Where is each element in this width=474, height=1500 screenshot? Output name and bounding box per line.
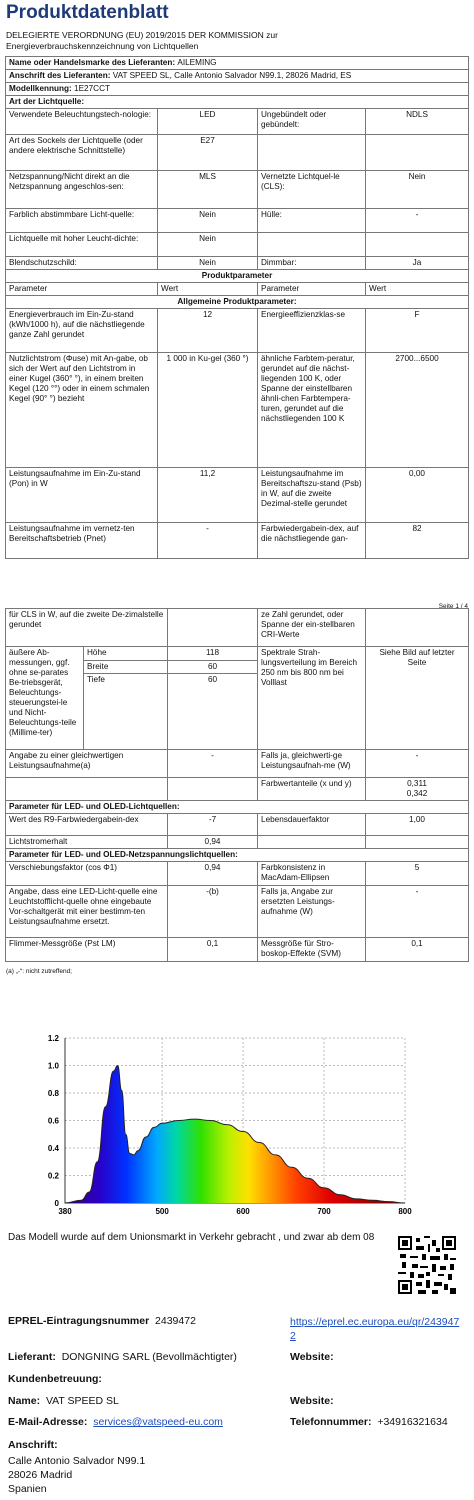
table-row: für CLS in W, auf die zweite De-zimalstelle gerundet ze Zahl gerundet, oder Spanne der ein-stellbaren CRI-Werte [6, 609, 469, 647]
x-tick-label: 800 [398, 1207, 412, 1216]
table-row: Farbwertanteile (x und y) 0,311 0,342 [6, 778, 469, 801]
page-number: Seite 1 / 4 [438, 603, 468, 610]
address-line-2: 28026 Madrid [8, 1469, 73, 1481]
sheet-title: Produktdatenblatt [6, 2, 169, 23]
y-tick-label: 0.6 [47, 1116, 59, 1126]
trademark-row: Name oder Handelsmarke des Lieferanten: AILEMING [6, 57, 469, 70]
address-label: Anschrift: [8, 1439, 58, 1451]
spectrum-chart [0, 1028, 474, 1218]
regulation-line-2: Energieverbrauchskennzeichnung von Lichtquellen [6, 41, 199, 51]
y-tick-label: 0.8 [47, 1089, 59, 1098]
regulation-text [6, 30, 426, 52]
supplier-row: Lieferant: DONGNING SARL (Bevollmächtigter) [8, 1351, 237, 1363]
product-params-heading: Produktparameter [6, 270, 469, 283]
table-row: Leistungsaufnahme im Ein-Zu-stand (Pon) in W 11,2 Leistungsaufnahme im Bereitschaftszu-stand (Psb) in W, auf die zweite Dezimal-stelle gerundet 0,00 [6, 468, 469, 523]
qr-code-icon[interactable] [398, 1236, 456, 1294]
y-tick-label: 1.2 [47, 1034, 59, 1043]
footnote: (a) „-“: nicht zutreffend; [6, 968, 72, 975]
website-label-2: Website: [290, 1395, 334, 1407]
dimensions-row: Breite 60 [6, 660, 469, 674]
mains-params-heading: Parameter für LED- und OLED-Netzspannungslichtquellen: [6, 849, 469, 862]
phone-row: Telefonnummer: +34916321634 [290, 1416, 448, 1428]
address-line-3: Spanien [8, 1483, 47, 1495]
x-tick-label: 500 [155, 1207, 169, 1216]
table-row: Angabe, dass eine LED-Licht-quelle eine Leuchtstofflicht-quelle ohne eingebaute Vor-schaltgerät mit einer bestimm-ten Leistungsaufnahme ersetzt. -(b) Falls ja, Angabe zur ersetzten Leistungs-aufnahme (W) - [6, 886, 469, 938]
x-tick-label: 380 [58, 1207, 72, 1216]
table-row: Blendschutzschild: Nein Dimmbar: Ja [6, 257, 469, 270]
table-row: Energieverbrauch im Ein-Zu-stand (kWh/1000 h), auf die nächstliegende ganze Zahl gerundet 12 Energieeffizienzklas-se F [6, 309, 469, 353]
general-params-heading: Allgemeine Produktparameter: [6, 296, 469, 309]
address-row: Anschrift des Lieferanten: VAT SPEED SL, Calle Antonio Salvador N99.1, 28026 Madrid, ES [6, 70, 469, 83]
y-tick-label: 0 [54, 1199, 59, 1208]
email-link[interactable]: services@vatspeed-eu.com [93, 1416, 223, 1428]
customer-service-label: Kundenbetreuung: [8, 1373, 102, 1385]
y-tick-label: 1.0 [47, 1061, 59, 1071]
dimensions-row: äußere Ab-messungen, ggf. ohne se-parates Be-triebsgerät, Beleuchtungs-steuerungstei-le und Nicht-Beleuchtungs-teile (Millime-ter) Höhe 118 Spektrale Strah-lungsverteilung im Bereich 250 nm bis 800 nm bei Volllast Siehe Bild auf letzter Seite [6, 647, 469, 661]
x-tick-label: 600 [236, 1207, 250, 1216]
table-row: Wert des R9-Farbwiedergabein-dex -7 Lebensdauerfaktor 1,00 [6, 814, 469, 836]
address-line-1: Calle Antonio Salvador N99.1 [8, 1455, 146, 1467]
table-row: Nutzlichtstrom (Φuse) mit An-gabe, ob sich der Wert auf den Lichtstrom in einer Kugel (360° °), in einem breiten Kegel (120 °°) oder in einem schmalen Kegel (90° °) bezieht 1 000 in Ku-gel (360 °) ähnliche Farbtem-peratur, gerundet auf die nächst-liegenden 100 K, oder Spanne der einstellbaren ähnli-chen Farbtempera-turen, gerundet auf die nächstliegenden 100 K 2700...6500 [6, 353, 469, 468]
eprel-link[interactable]: https://eprel.ec.europa.eu/qr/2439472 [290, 1316, 460, 1342]
eprel-card [0, 1219, 474, 1500]
table-row: Lichtquelle mit hoher Leucht-dichte: Nein [6, 233, 469, 257]
table-row: Leistungsaufnahme im vernetz-ten Bereitschaftsbetrieb (Pnet) - Farbwiedergabein-dex, auf die nächstliegende gan- 82 [6, 523, 469, 559]
table-row: Art des Sockels der Lichtquelle (oder andere elektrische Schnittstelle) E27 [6, 135, 469, 171]
model-row: Modellkennung: 1E27CCT [6, 83, 469, 96]
datasheet-table-page1 [5, 56, 469, 559]
email-row: E-Mail-Adresse: services@vatspeed-eu.com [8, 1416, 223, 1428]
led-params-heading: Parameter für LED- und OLED-Lichtquellen: [6, 801, 469, 814]
address-block [8, 1454, 145, 1496]
name-row: Name: VAT SPEED SL [8, 1395, 119, 1407]
light-source-heading: Art der Lichtquelle: [6, 96, 469, 109]
dimensions-row: Tiefe 60 [6, 674, 469, 750]
table-header-row: Parameter Wert Parameter Wert [6, 283, 469, 296]
table-row: Verschiebungsfaktor (cos Φ1) 0,94 Farbkonsistenz in MacAdam-Ellipsen 5 [6, 862, 469, 886]
datasheet-table-page2 [5, 608, 469, 962]
table-row: Angabe zu einer gleichwertigen Leistungsaufnahme(a) - Falls ja, gleichwerti-ge Leistungsaufnah-me (W) - [6, 750, 469, 778]
market-text: Das Modell wurde auf dem Unionsmarkt in Verkehr gebracht , und zwar ab dem 08 [8, 1232, 375, 1243]
table-row: Farblich abstimmbare Licht-quelle: Nein Hülle: - [6, 209, 469, 233]
table-row: Flimmer-Messgröße (Pst LM) 0,1 Messgröße für Stro-boskop-Effekte (SVM) 0,1 [6, 938, 469, 962]
spectrum-svg [0, 1028, 474, 1218]
website-label-1: Website: [290, 1351, 334, 1363]
y-tick-label: 0.4 [47, 1144, 59, 1153]
regulation-line-1: DELEGIERTE VERORDNUNG (EU) 2019/2015 DER KOMMISSION zur [6, 30, 278, 40]
table-row: Verwendete Beleuchtungstech-nologie: LED Ungebündelt oder gebündelt: NDLS [6, 109, 469, 135]
y-tick-label: 0.2 [47, 1171, 59, 1181]
x-tick-label: 700 [317, 1207, 331, 1216]
table-row: Lichtstromerhalt 0,94 [6, 836, 469, 849]
eprel-number-row: EPREL-Eintragungsnummer 2439472 [8, 1315, 196, 1327]
table-row: Netzspannung/Nicht direkt an die Netzspannung angeschlos-sen: MLS Vernetzte Lichtquel-le (CLS): Nein [6, 171, 469, 209]
